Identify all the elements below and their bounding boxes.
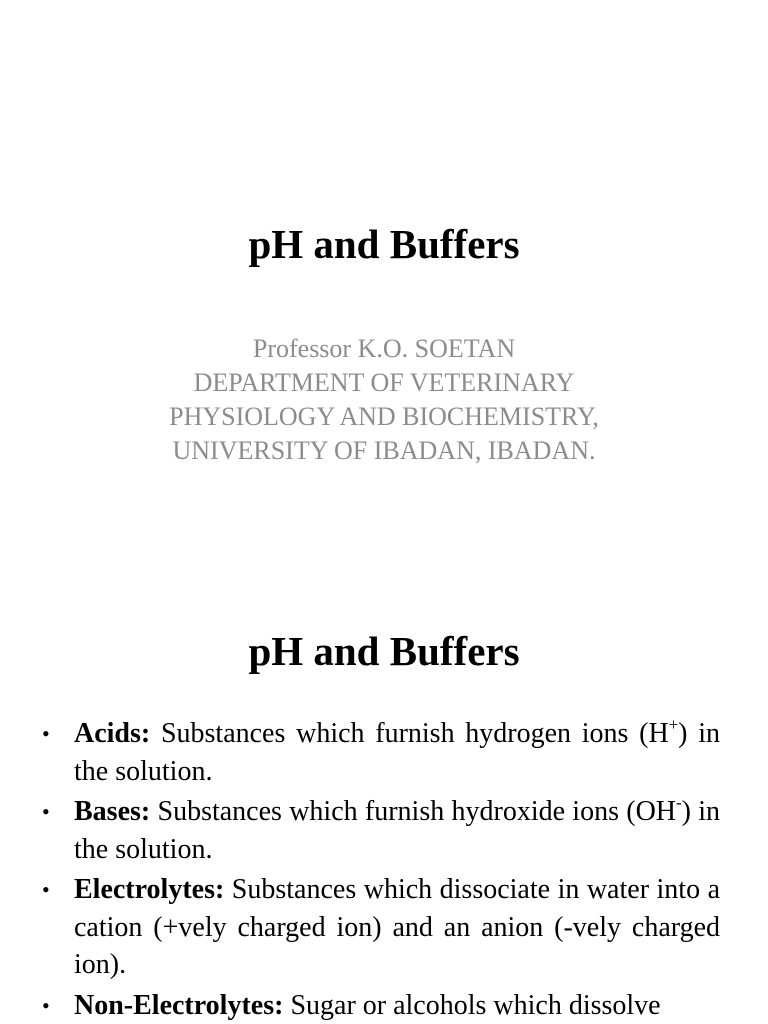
bullet-superscript: - [676,793,682,812]
bullet-term: Electrolytes: [74,874,225,905]
bullet-text: Substances which furnish hydroxide ions (OH [150,796,677,827]
bullet-term: Acids: [74,718,151,749]
author-name: Professor K.O. SOETAN [252,334,516,363]
bullet-text: Sugar or alcohols which dissolve [283,989,661,1021]
bullet-text-end: ) in the solution. [74,796,721,865]
bullet-term: Bases: [74,796,151,827]
bullet-icon: • [42,721,50,746]
bullet-text: Substances which dissociate in water into a cation (+vely charged ion) and an anion (-vely charged ion). [74,874,720,980]
bullet-icon: • [42,992,50,1018]
bullet-superscript: + [668,715,679,734]
affiliation [0,366,768,468]
bullet-item-non-electrolytes [42,987,720,1024]
affiliation-line: PHYSIOLOGY AND BIOCHEMISTRY, [169,402,599,431]
bullet-text-end: ) in the solution. [74,718,720,787]
affiliation-line: DEPARTMENT OF VETERINARY [193,368,575,397]
bullet-text: Substances which furnish hydrogen ions (H [150,718,669,749]
bullet-item-electrolytes [42,871,720,984]
bullet-icon: • [42,877,50,902]
slide-title: pH and Buffers [248,221,520,267]
bullet-item-acids [42,715,720,790]
bullet-term: Non-Electrolytes: [74,989,284,1021]
bullet-item-bases [42,793,720,868]
slide-title: pH and Buffers [248,628,520,674]
bullet-list [42,715,720,1024]
content-slide [0,560,768,1024]
bullet-icon: • [42,799,50,824]
affiliation-line: UNIVERSITY OF IBADAN, IBADAN. [172,436,596,465]
subtitle-block [0,332,768,468]
